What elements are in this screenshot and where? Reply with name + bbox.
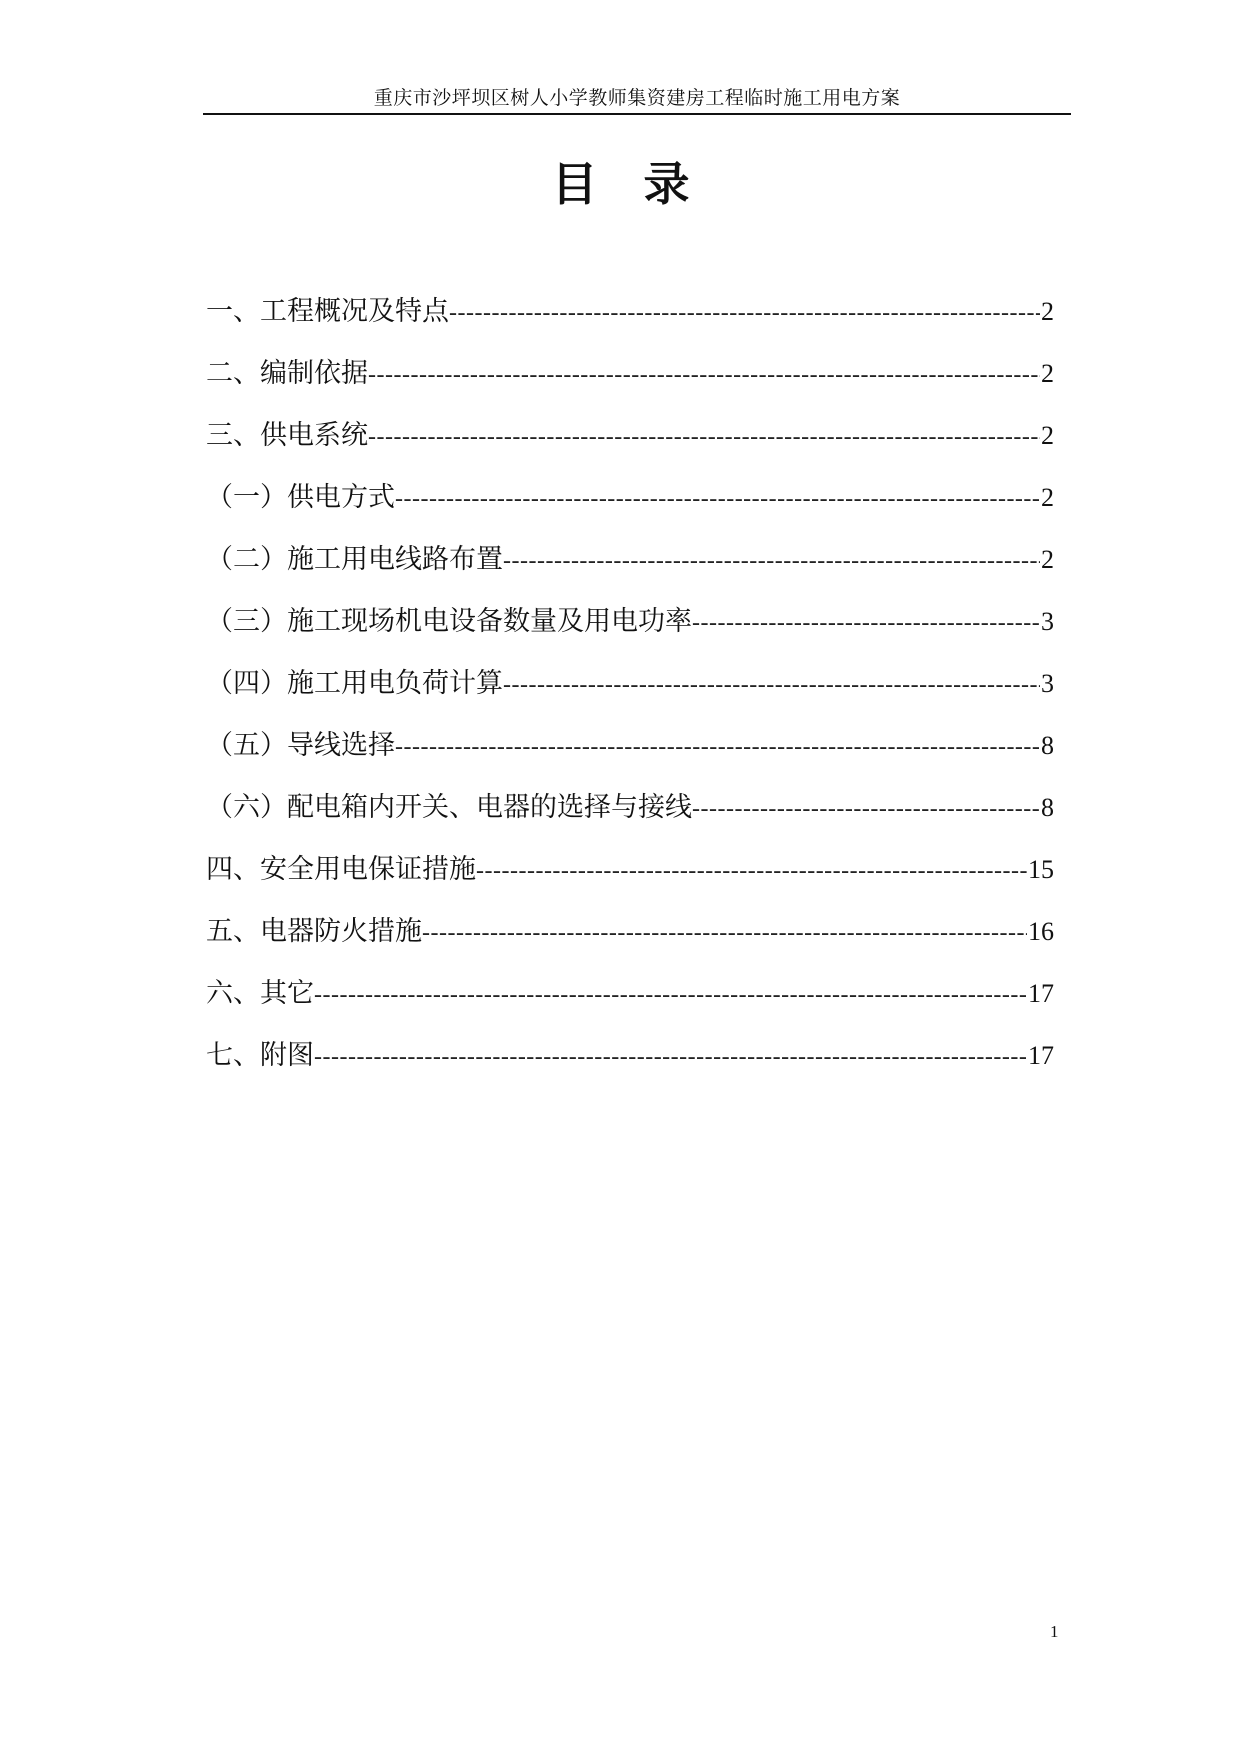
table-of-contents (206, 287, 1054, 1093)
toc-leader (422, 908, 1027, 958)
toc-leader (476, 846, 1027, 896)
toc-entry[interactable] (206, 535, 1054, 597)
toc-entry-label: （二）施工用电线路布置 (206, 544, 503, 575)
toc-entry[interactable] (206, 349, 1054, 411)
toc-entry-page: 8 (1041, 731, 1054, 760)
toc-entry-label: 六、其它 (206, 978, 314, 1009)
toc-entry-label: 五、电器防火措施 (206, 916, 422, 947)
toc-leader (395, 474, 1040, 524)
toc-entry-page: 16 (1028, 917, 1054, 946)
toc-entry-label: 二、编制依据 (206, 358, 368, 389)
toc-entry[interactable] (206, 907, 1054, 969)
toc-entry-page: 17 (1028, 979, 1054, 1008)
toc-leader (692, 784, 1040, 834)
toc-entry[interactable] (206, 287, 1054, 349)
toc-entry-label: （四）施工用电负荷计算 (206, 668, 503, 699)
toc-leader (368, 350, 1040, 400)
toc-entry[interactable] (206, 845, 1054, 907)
toc-entry[interactable] (206, 659, 1054, 721)
toc-leader (368, 412, 1040, 462)
toc-entry[interactable] (206, 1031, 1054, 1093)
page-number: 1 (1050, 1622, 1059, 1641)
toc-entry[interactable] (206, 969, 1054, 1031)
header-rule (203, 113, 1071, 115)
toc-entry[interactable] (206, 597, 1054, 659)
toc-entry-label: （五）导线选择 (206, 730, 395, 761)
toc-leader (503, 536, 1040, 586)
toc-entry-page: 3 (1041, 669, 1054, 698)
toc-entry-label: 四、安全用电保证措施 (206, 854, 476, 885)
toc-entry-label: （一）供电方式 (206, 482, 395, 513)
toc-leader (314, 970, 1027, 1020)
toc-entry-label: （六）配电箱内开关、电器的选择与接线 (206, 792, 692, 823)
toc-entry-label: （三）施工现场机电设备数量及用电功率 (206, 606, 692, 637)
toc-entry[interactable] (206, 473, 1054, 535)
toc-entry[interactable] (206, 783, 1054, 845)
toc-entry-label: 三、供电系统 (206, 420, 368, 451)
page-title: 目录 (551, 157, 736, 211)
toc-leader (503, 660, 1040, 710)
toc-leader (692, 598, 1040, 648)
toc-entry-page: 8 (1041, 793, 1054, 822)
toc-entry-page: 15 (1028, 855, 1054, 884)
toc-entry[interactable] (206, 411, 1054, 473)
toc-entry-page: 2 (1041, 359, 1054, 388)
toc-leader (314, 1032, 1027, 1082)
toc-entry-page: 3 (1041, 607, 1054, 636)
toc-entry-page: 2 (1041, 483, 1054, 512)
toc-entry-page: 2 (1041, 421, 1054, 450)
toc-entry[interactable] (206, 721, 1054, 783)
toc-leader (449, 288, 1040, 338)
toc-entry-label: 一、工程概况及特点 (206, 296, 449, 327)
toc-entry-page: 2 (1041, 297, 1054, 326)
toc-leader (395, 722, 1040, 772)
toc-entry-label: 七、附图 (206, 1040, 314, 1071)
toc-entry-page: 17 (1028, 1041, 1054, 1070)
running-header: 重庆市沙坪坝区树人小学教师集资建房工程临时施工用电方案 (373, 87, 901, 109)
toc-entry-page: 2 (1041, 545, 1054, 574)
